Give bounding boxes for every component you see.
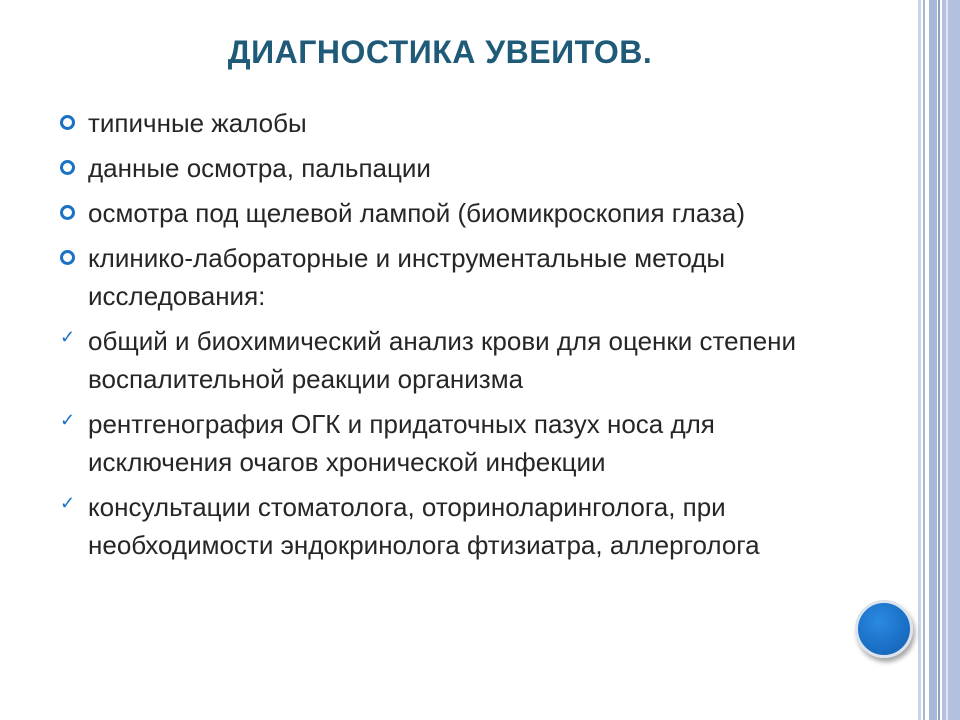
stripe [942,0,960,720]
list-item [56,322,846,398]
list-item [56,239,846,315]
list-item [56,194,846,232]
stripe [946,0,948,720]
checkmark-bullet-icon: ✓ [60,327,76,347]
list-item [56,488,846,564]
slide-title: ДИАГНОСТИКА УВЕИТОВ. [227,34,653,70]
list-item-text: рентгенография ОГК и придаточных пазух носа для исключения очагов хронической инфекции [88,409,715,477]
list-item [56,149,846,187]
list-item-text: консультации стоматолога, оториноларинголога, при необходимости эндокринолога фтизиатра, аллерголога [88,492,760,560]
stripe [923,0,925,720]
decorative-blue-circle-icon [855,600,913,658]
list-item-text: общий и биохимический анализ крови для оценки степени воспалительной реакции организма [88,326,797,394]
list-item-text: клинико-лабораторные и инструментальные методы исследования: [88,243,726,311]
stripe [918,0,921,720]
stripe [929,0,937,720]
checkmark-bullet-icon: ✓ [60,410,76,430]
list-item [56,104,846,142]
list-item-text: типичные жалобы [88,108,307,138]
bullet-list [56,104,846,571]
circle-bullet-icon [60,250,75,265]
list-item-text: осмотра под щелевой лампой (биомикроскопия глаза) [88,198,746,228]
decorative-side-stripes [918,0,960,720]
stripe [938,0,940,720]
circle-bullet-icon [60,115,75,130]
checkmark-bullet-icon: ✓ [60,493,76,513]
circle-bullet-icon [60,160,75,175]
list-item-text: данные осмотра, пальпации [88,153,431,183]
list-item [56,405,846,481]
circle-bullet-icon [60,205,75,220]
